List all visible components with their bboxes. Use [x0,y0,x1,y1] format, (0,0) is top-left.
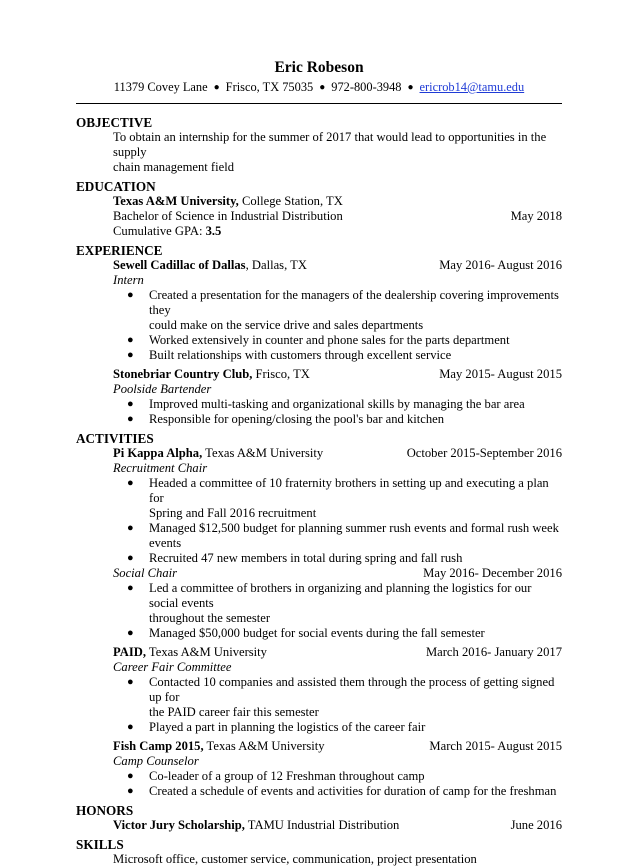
honor-date: June 2016 [510,818,562,832]
job-role: Poolside Bartender [113,382,212,396]
school-row [113,194,562,209]
bullet-separator-icon: ● [407,82,414,93]
bullet-icon: ● [127,289,134,301]
job-dates: May 2016- August 2016 [439,258,562,272]
subrole-header [113,566,562,581]
list-item [113,581,562,626]
list-item [113,784,562,799]
activity-location: Texas A&M University [146,645,267,659]
list-item [113,626,562,641]
bullet-icon: ● [127,627,134,639]
activity-dates: March 2016- January 2017 [425,645,562,659]
education-entry [113,194,562,239]
bullet-text: throughout the semester [149,611,271,625]
section-title-experience: EXPERIENCE [76,243,163,258]
activity-bullets [113,769,562,799]
school-location: College Station, TX [238,194,343,208]
bullet-icon: ● [127,334,134,346]
city: Frisco, TX 75035 [225,80,314,94]
bullet-text: Contacted 10 companies and assisted them through the process of getting signed up for [149,675,555,704]
bullet-icon: ● [127,477,134,489]
activity-bullets [113,476,562,566]
list-item [113,476,562,521]
bullet-text: the PAID career fair this semester [149,705,319,719]
activity-org: Pi Kappa Alpha, [113,446,203,460]
job-location: , Dallas, TX [245,258,307,272]
skills-text: Microsoft office, customer service, communication, project presentation [113,852,477,866]
job-entry [113,367,562,397]
gpa-label: Cumulative GPA: [113,224,206,238]
bullet-icon: ● [127,676,134,688]
bullet-text: could make on the service drive and sales departments [149,318,424,332]
gpa-value: 3.5 [205,224,222,238]
contact-line [0,79,638,96]
job-bullets [113,397,562,427]
bullet-separator-icon: ● [319,82,326,93]
list-item [113,521,562,551]
section-title-skills: SKILLS [76,837,124,852]
activity-role: Social Chair [113,566,178,580]
activity-org: Fish Camp 2015, [113,739,204,753]
phone: 972-800-3948 [331,80,402,94]
activity-location: Texas A&M University [203,739,325,753]
bullet-text: Managed $12,500 budget for planning summer rush events and formal rush week events [149,521,559,550]
gpa-row [113,224,562,239]
degree: Bachelor of Science in Industrial Distribution [113,209,343,223]
bullet-text: Responsible for opening/closing the pool's bar and kitchen [149,412,445,426]
list-item [113,288,562,333]
header-divider [76,103,562,104]
activity-entry [113,645,562,675]
activity-role: Camp Counselor [113,754,199,768]
bullet-icon: ● [127,413,134,425]
bullet-text: Led a committee of brothers in organizing and planning the logistics for our social events [149,581,532,610]
job-dates: May 2015- August 2015 [439,367,562,381]
bullet-icon: ● [127,785,134,797]
job-header [113,258,562,273]
resume-body [76,113,562,867]
list-item [113,333,562,348]
bullet-text: Co-leader of a group of 12 Freshman throughout camp [149,769,425,783]
bullet-text: Headed a committee of 10 fraternity brothers in setting up and executing a plan for [149,476,549,505]
job-entry [113,258,562,288]
objective-text [113,130,562,175]
activity-role: Career Fair Committee [113,660,232,674]
bullet-icon: ● [127,522,134,534]
activity-dates: May 2016- December 2016 [423,566,562,580]
activity-location: Texas A&M University [202,446,324,460]
bullet-text: Built relationships with customers through excellent service [149,348,452,362]
bullet-text: Played a part in planning the logistics of the career fair [149,720,426,734]
activity-org: PAID, [113,645,146,659]
bullet-text: Created a schedule of events and activities for duration of camp for the freshman [149,784,557,798]
list-item [113,551,562,566]
bullet-icon: ● [127,552,134,564]
address: 11379 Covey Lane [113,80,208,94]
activity-header [113,645,562,660]
bullet-separator-icon: ● [213,82,220,93]
list-item [113,412,562,427]
list-item [113,675,562,720]
activity-header [113,446,562,461]
activity-dates: March 2015- August 2015 [429,739,562,753]
job-location: Frisco, TX [252,367,310,381]
school-name: Texas A&M University, [113,194,239,208]
bullet-text: Managed $50,000 budget for social events during the fall semester [149,626,485,640]
activity-bullets [113,581,562,641]
bullet-icon: ● [127,582,134,594]
activity-entry [113,446,562,476]
bullet-text: Recruited 47 new members in total during spring and fall rush [149,551,463,565]
bullet-text: Worked extensively in counter and phone sales for the parts department [149,333,510,347]
activity-header [113,739,562,754]
section-title-honors: HONORS [76,803,134,818]
job-bullets [113,288,562,363]
job-role: Intern [113,273,144,287]
activity-role: Recruitment Chair [113,461,208,475]
activity-subrole [113,566,562,581]
job-org: Sewell Cadillac of Dallas [113,258,246,272]
activity-bullets [113,675,562,735]
activity-entry [113,739,562,769]
objective-line: To obtain an internship for the summer of 2017 that would lead to opportunities in the supply [113,130,547,159]
bullet-icon: ● [127,721,134,733]
list-item [113,348,562,363]
bullet-icon: ● [127,398,134,410]
degree-date: May 2018 [510,209,562,223]
section-title-education: EDUCATION [76,179,156,194]
honor-org: TAMU Industrial Distribution [244,818,400,832]
objective-line: chain management field [113,160,234,174]
email-link[interactable]: ericrob14@tamu.edu [419,80,525,94]
bullet-text: Created a presentation for the managers of the dealership covering improvements they [149,288,559,317]
bullet-icon: ● [127,349,134,361]
degree-row [113,209,562,224]
section-title-activities: ACTIVITIES [76,431,154,446]
section-title-objective: OBJECTIVE [76,115,153,130]
job-header [113,367,562,382]
bullet-text: Improved multi-tasking and organizational skills by managing the bar area [149,397,525,411]
bullet-icon: ● [127,770,134,782]
job-org: Stonebriar Country Club, [113,367,253,381]
honor-award: Victor Jury Scholarship, [113,818,245,832]
bullet-text: Spring and Fall 2016 recruitment [149,506,317,520]
activity-dates: October 2015-September 2016 [406,446,562,460]
candidate-name: Eric Robeson [274,59,364,76]
list-item [113,397,562,412]
list-item [113,720,562,735]
list-item [113,769,562,784]
